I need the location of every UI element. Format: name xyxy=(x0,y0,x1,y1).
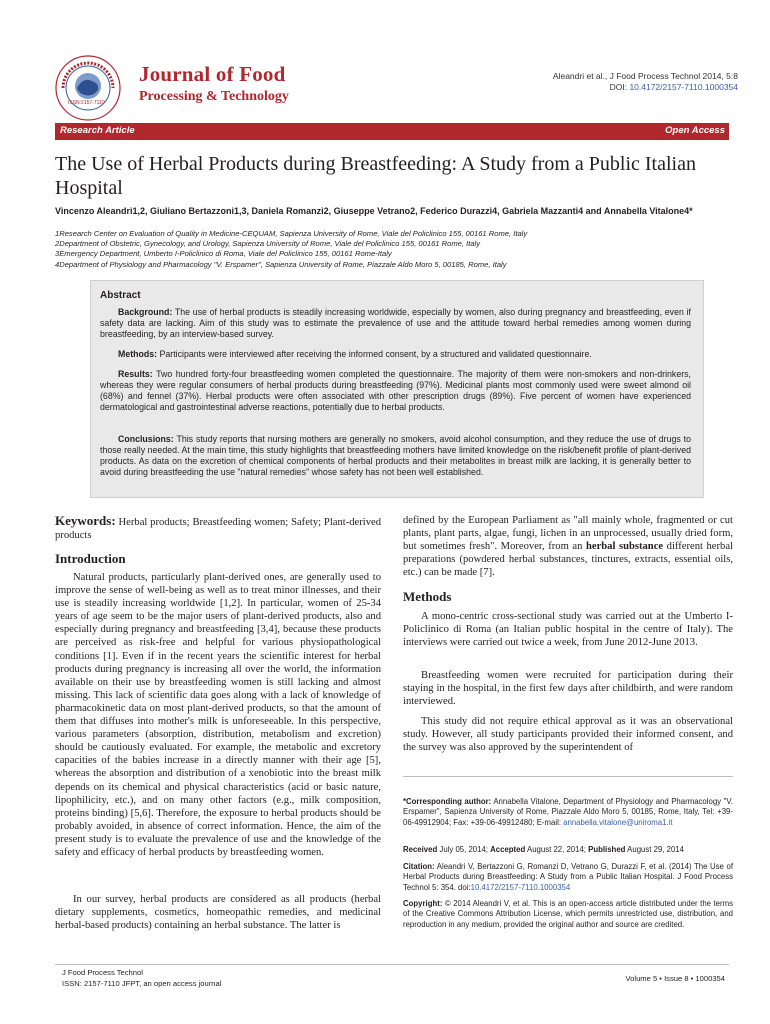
citation-doi-link[interactable]: 10.4172/2157-7110.1000354 xyxy=(470,882,571,892)
citation-line: Aleandri et al., J Food Process Technol 2014, 5:8 xyxy=(552,71,738,81)
open-access-label: Open Access xyxy=(665,125,725,136)
citation-block xyxy=(403,862,733,893)
affiliation-4: 4Department of Physiology and Pharmacology "V. Erspamer", Sapienza University of Rome, Piazzale Aldo Moro 5, 00185, Rome, Italy xyxy=(55,259,507,269)
keywords-text: Herbal products; Breastfeeding women; Safety; Plant-derived products xyxy=(55,517,381,542)
introduction-body-2 xyxy=(55,893,381,932)
methods-paragraph-1 xyxy=(403,610,733,649)
citation-text: Aleandri V, Bertazzoni G, Romanzi D, Vetrano G, Durazzi F, et al. (2014) The Use of Herbal Products during Breastfeeding: A Study from a Public Italian Hospital. J Food Process Technol 5: 354. doi: xyxy=(403,862,733,892)
journal-title: Journal of Food xyxy=(139,62,286,86)
methods-paragraph-3 xyxy=(403,715,733,754)
conclusions-text: This study reports that nursing mothers are generally no smokers, avoid alcohol consumption, and they reduce the use of drugs to those really needed. At the main time, this study highlights that breastfeeding mothers have limited knowledge on the risk/benefit profile of plant-derived products. As data on the excretion of chemical components of herbal products and their metabolites in breast milk are lacking, it is generally better to avoid during breastfeeding the use "natural remedies" whose safety has not been well established. xyxy=(100,434,691,477)
article-type-label: Research Article xyxy=(60,125,135,136)
methods-text: Participants were interviewed after receiving the informed consent, by a structured and validated questionnaire. xyxy=(159,349,592,359)
keywords xyxy=(55,514,381,542)
email-link[interactable]: annabella.vitalone@uniroma1.it xyxy=(563,817,673,827)
corresponding-label: *Corresponding author: xyxy=(403,797,492,806)
keywords-label: Keywords: xyxy=(55,513,116,528)
accepted-date: August 22, 2014; xyxy=(527,845,586,854)
methods-p2-text: Breastfeeding women were recruited for participation during their staying in the hospital, in the first few days after childbirth, and were random interviewed. xyxy=(403,670,733,708)
author-list: Vincenzo Aleandri1,2, Giuliano Bertazzoni1,3, Daniela Romanzi2, Giuseppe Vetrano2, Federico Durazzi4, Gabriela Mazzanti4 and Annabella Vitalone4* xyxy=(55,206,693,216)
footer-issn: ISSN: 2157-7110 JFPT, an open access journal xyxy=(62,978,222,988)
copyright-label: Copyright: xyxy=(403,899,443,908)
dates-line xyxy=(403,845,733,855)
methods-paragraph-2 xyxy=(403,669,733,708)
methods-p3-text: This study did not require ethical approval as it was an observational study. However, all study participants provided their informed consent, and the survey was also approved by the superintendent of xyxy=(403,716,733,754)
introduction-heading: Introduction xyxy=(55,551,126,566)
continuation-bold: herbal substance xyxy=(585,541,664,553)
footer-journal: J Food Process Technol xyxy=(62,968,143,977)
article-type-banner xyxy=(55,123,729,140)
results-label: Results: xyxy=(118,369,153,379)
logo-issn: ISSN:2157-7110 xyxy=(68,100,105,106)
background-text: The use of herbal products is steadily increasing worldwide, especially by women, also during pregnancy and breastfeeding, even if safety data are lacking. Aim of this study was to estimate the prevalence of use and the attitude toward herbal remedies among women during breastfeeding, by an interview-based survey. xyxy=(100,307,691,339)
footer-divider xyxy=(55,964,729,965)
methods-heading: Methods xyxy=(403,589,452,604)
right-continuation xyxy=(403,514,733,579)
affiliation-2: 2Department of Obstetric, Gynecology, and Urology, Sapienza University of Rome, Viale del Policlinico 155, 00161 Rome, Italy xyxy=(55,239,481,249)
abstract-methods xyxy=(100,349,691,360)
affiliation-3: 3Emergency Department, Umberto I-Policlinico di Roma, Viale del Policlinico 155, 00161 Rome-Italy xyxy=(55,249,392,259)
abstract-conclusions xyxy=(100,434,691,478)
header-citation xyxy=(553,71,738,93)
results-text: Two hundred forty-four breastfeeding women completed the questionnaire. The majority of them were non-smokers and non-drinkers, whereas they were regular consumers of herbal products during breastfeeding (97%). Medicinal plants most commonly used were sweet almond oil (68%) and fennel (37%). Herbal products were often associated with other prescription drugs (89%). Five percent of women have experienced dermatological and gastrointestinal adverse reactions, potentially due to herbal products. xyxy=(100,369,691,412)
received-date: July 05, 2014; xyxy=(439,845,488,854)
footer-left xyxy=(62,968,221,989)
affiliations xyxy=(55,229,725,270)
methods-p1-text: A mono-centric cross-sectional study was carried out at the Umberto I-Policlinico di Roma (an Italian public hospital in the centre of Italy). The interviews were carried out twice a week, from June 2012-June 2013. xyxy=(403,611,733,649)
footnote-divider xyxy=(403,776,733,777)
copyright-block xyxy=(403,899,733,930)
continuation-text-b: different herbal preparations (powdered herbal substances, tinctures, extracts, essential oils, etc.) can be made [7]. xyxy=(403,541,733,579)
abstract-background xyxy=(100,307,691,340)
continuation-text-a: defined by the European Parliament as "all mainly whole, fragmented or cut plants, plant parts, algae, fungi, lichen in an unprocessed, usually dried form, but sometimes fresh". Moreover, from an xyxy=(403,515,733,553)
doi-label: DOI: xyxy=(609,82,628,92)
footer-volume: Volume 5 • Issue 8 • 1000354 xyxy=(625,974,725,983)
journal-logo xyxy=(55,55,121,121)
corresponding-author xyxy=(403,797,733,828)
citation-label: Citation: xyxy=(403,862,435,871)
intro-paragraph-1: Natural products, particularly plant-derived ones, are generally used to improve the sense of well-being as well as to treat minor illnesses, and their use is steadily increasing worldwide [1,2]. In particular, women of 25-34 years of age seem to be the major users of plant-derived products, also and especially during pregnancy and breastfeeding [3,4], because these products are perceived as risk-free and helpful for various physiopathological conditions [1]. Even if in the recent years the scientific interest for herbal products during pregnancy is increasing all over the world, the information available on their use by breastfeeding women is still lacking and almost missing. This lack of scientific data goes along with a lack of knowledge of pharmacokinetic data on most plant-derived products, so that the amount of them that diffuses into mother's milk is unforeseeable. In this perspective, various parameters (absorption, distribution, metabolism and excretion) should be cautiously evaluated. For example, the metabolic and excretory capacities of the babies increase in a directly manner with their age [5], whereas the absorption and distribution of a xenobiotic into the breast milk depends on its chemical and physical characteristics (acid or basic nature, lipophilicity, etc.), and on many other factors (e.g., milk composition, proteins binding) [5,6]. Therefore, the exposure to herbal products should be probably avoided, in absence of correct information. Hence, the aim of the present study is to evaluate the prevalence of use and the knowledge of the safety and efficacy of herbal products by breastfeeding women. xyxy=(55,572,381,858)
introduction-body xyxy=(55,571,381,859)
journal-subtitle: Processing & Technology xyxy=(139,89,289,104)
intro-paragraph-2: In our survey, herbal products are considered as all products (herbal dietary supplements, cosmetics, homeopathic remedies, and medicinal herbal-based products) containing an herbal substance. The latter is xyxy=(55,894,381,932)
doi-link[interactable]: 10.4172/2157-7110.1000354 xyxy=(629,82,738,92)
methods-label: Methods: xyxy=(118,349,158,359)
abstract-heading: Abstract xyxy=(100,290,141,301)
copyright-text: © 2014 Aleandri V, et al. This is an open-access article distributed under the terms of the Creative Commons Attribution License, which permits unrestricted use, distribution, and reproduction in any medium, provided the original author and source are credited. xyxy=(403,899,734,929)
published-date: August 29, 2014 xyxy=(627,845,684,854)
published-label: Published xyxy=(588,845,626,854)
affiliation-1: 1Research Center on Evaluation of Quality in Medicine-CEQUAM, Sapienza University of Rome, Viale del Policlinico 155, 00161 Rome, Italy xyxy=(55,229,528,238)
corresponding-text: Annabella Vitalone, Department of Physiology and Pharmacology "V. Erspamer", Sapienza University of Rome, Piazzale Aldo Moro 5, 00185, Rome, Italy, Tel: +39-06-49912904; Fax: +39-06-49912480; E-mail: xyxy=(403,797,733,827)
conclusions-label: Conclusions: xyxy=(118,434,174,444)
article-title: The Use of Herbal Products during Breastfeeding: A Study from a Public Italian Hospital xyxy=(55,153,696,199)
accepted-label: Accepted xyxy=(490,845,526,854)
background-label: Background: xyxy=(118,307,173,317)
abstract-results xyxy=(100,369,691,413)
received-label: Received xyxy=(403,845,438,854)
